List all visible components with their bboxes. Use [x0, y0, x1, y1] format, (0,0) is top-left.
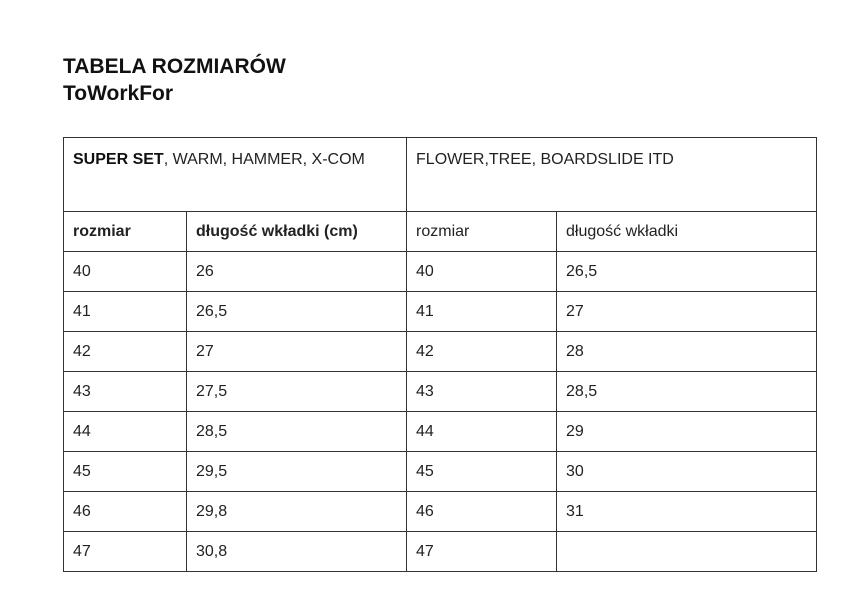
cell-left-size: 47 [64, 532, 187, 572]
table-row [64, 532, 817, 572]
cell-right-size: 44 [407, 412, 557, 452]
page-heading [63, 53, 286, 107]
col-header-right-length: długość wkładki [557, 212, 817, 252]
cell-left-length: 29,8 [187, 492, 407, 532]
cell-right-length: 28 [557, 332, 817, 372]
cell-right-size: 43 [407, 372, 557, 412]
cell-right-length: 29 [557, 412, 817, 452]
column-header-row [64, 212, 817, 252]
table-row [64, 452, 817, 492]
group-header-row [64, 138, 817, 212]
cell-left-size: 42 [64, 332, 187, 372]
group-left-name-rest: , WARM, HAMMER, X-COM [163, 151, 365, 168]
col-header-left-length: długość wkładki (cm) [187, 212, 407, 252]
group-right-name: FLOWER,TREE, BOARDSLIDE ITD [416, 151, 674, 168]
cell-left-length: 30,8 [187, 532, 407, 572]
col-header-right-size: rozmiar [407, 212, 557, 252]
cell-right-length: 26,5 [557, 252, 817, 292]
cell-left-size: 43 [64, 372, 187, 412]
cell-right-length: 28,5 [557, 372, 817, 412]
cell-right-length [557, 532, 817, 572]
brand-name: ToWorkFor [63, 82, 174, 105]
table-row [64, 412, 817, 452]
cell-right-size: 42 [407, 332, 557, 372]
cell-right-length: 30 [557, 452, 817, 492]
size-chart-body [64, 138, 817, 572]
group-left-name-bold: SUPER SET [73, 151, 164, 168]
cell-left-size: 46 [64, 492, 187, 532]
cell-left-size: 45 [64, 452, 187, 492]
size-chart-table [63, 137, 817, 572]
group-left-header [64, 138, 407, 212]
cell-left-length: 26 [187, 252, 407, 292]
group-right-header [407, 138, 817, 212]
cell-right-size: 45 [407, 452, 557, 492]
table-row [64, 252, 817, 292]
cell-left-size: 44 [64, 412, 187, 452]
table-row [64, 492, 817, 532]
cell-left-length: 26,5 [187, 292, 407, 332]
table-row [64, 332, 817, 372]
page-title: TABELA ROZMIARÓW [63, 55, 286, 78]
cell-right-length: 27 [557, 292, 817, 332]
cell-right-size: 47 [407, 532, 557, 572]
cell-left-length: 28,5 [187, 412, 407, 452]
table-row [64, 292, 817, 332]
cell-left-length: 27,5 [187, 372, 407, 412]
cell-right-length: 31 [557, 492, 817, 532]
cell-left-length: 29,5 [187, 452, 407, 492]
cell-right-size: 46 [407, 492, 557, 532]
cell-left-size: 40 [64, 252, 187, 292]
cell-right-size: 41 [407, 292, 557, 332]
cell-left-length: 27 [187, 332, 407, 372]
cell-left-size: 41 [64, 292, 187, 332]
table-row [64, 372, 817, 412]
col-header-left-size: rozmiar [64, 212, 187, 252]
cell-right-size: 40 [407, 252, 557, 292]
